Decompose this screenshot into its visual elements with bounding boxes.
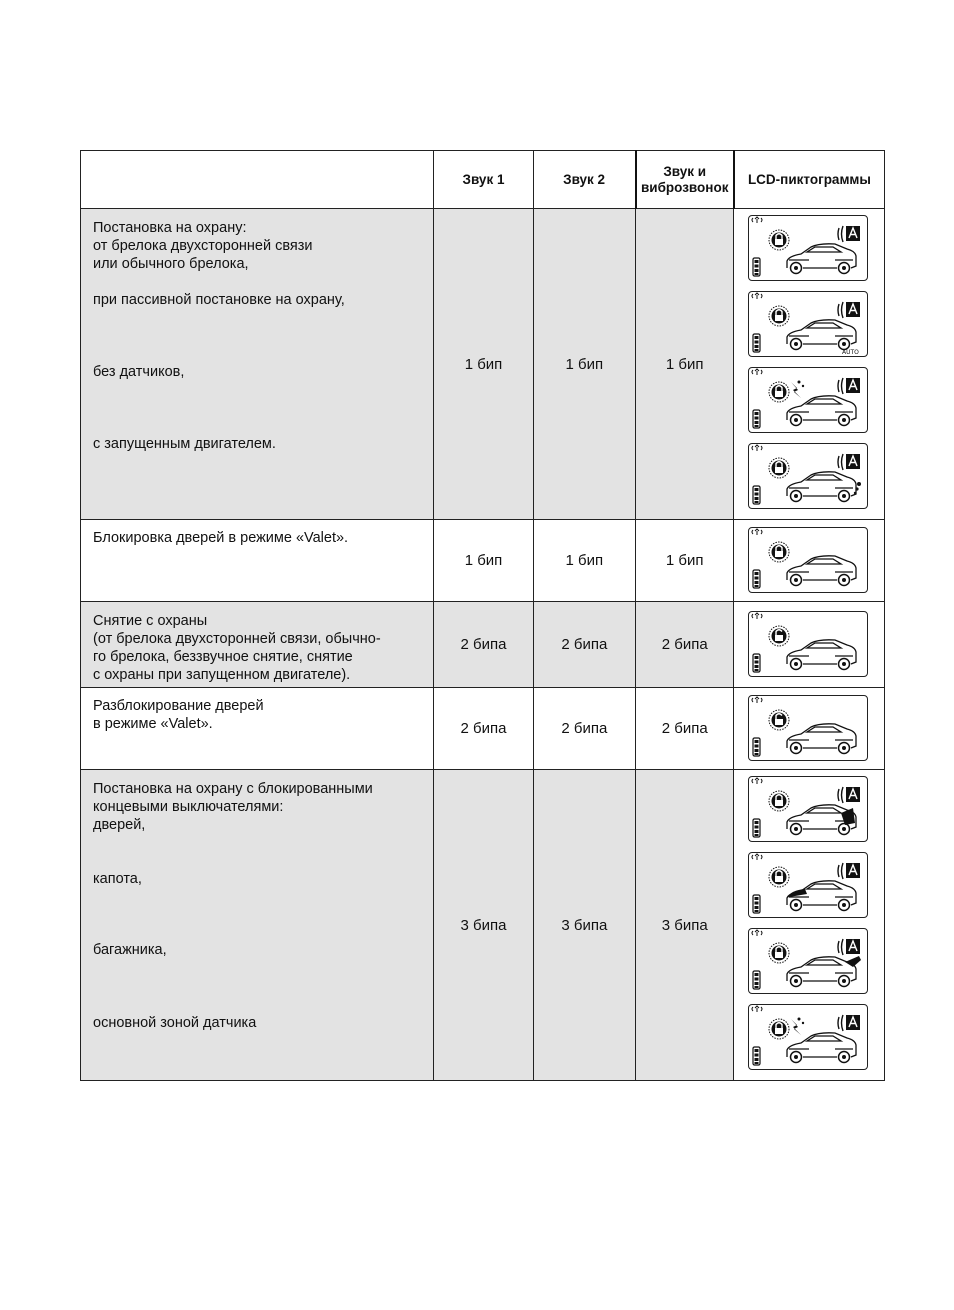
sound-1-value: 1 бип [434, 209, 533, 520]
sound-vibration-value: 3 бипа [636, 770, 734, 1081]
lcd-armed-sensor-zone-icon [748, 1004, 868, 1070]
battery-icon [753, 738, 760, 756]
antenna-icon [752, 369, 762, 375]
lcd-locked-valet-icon [748, 527, 868, 593]
lcd-armed-door-open-icon [748, 776, 868, 842]
lcd-armed-no-sensors-icon [748, 367, 868, 433]
row-text-line: Постановка на охрану: [93, 220, 247, 236]
battery-icon [753, 654, 760, 672]
battery-icon [753, 819, 760, 837]
signals-table [80, 150, 885, 1081]
header-sound-2: Звук 2 [533, 151, 635, 209]
lcd-icons-cell [734, 688, 885, 770]
table-row [81, 520, 885, 602]
shock-sensor-icon [791, 381, 804, 399]
siren-speaker-icon [838, 1015, 860, 1031]
lcd-icons-cell [734, 770, 885, 1081]
antenna-icon [752, 217, 762, 223]
lock-icon [769, 542, 789, 562]
sound-2-value: 1 бип [533, 209, 635, 520]
row-text-line: (от брелока двухсторонней связи, обычно- [93, 631, 381, 647]
sound-2-value: 1 бип [533, 520, 635, 602]
antenna-icon [752, 778, 762, 784]
lock-icon [769, 382, 789, 402]
sound-1-value: 3 бипа [434, 770, 533, 1081]
sound-vibration-value: 1 бип [636, 520, 734, 602]
antenna-icon [752, 529, 762, 535]
lcd-unlocked-valet-icon [748, 695, 868, 761]
sound-1-value: 2 бипа [434, 688, 533, 770]
table-row [81, 602, 885, 688]
sound-2-value: 2 бипа [533, 602, 635, 688]
battery-icon [753, 486, 760, 504]
lcd-armed-engine-running-icon [748, 443, 868, 509]
siren-speaker-icon [838, 302, 860, 318]
lcd-icons-cell [734, 520, 885, 602]
sound-vibration-value: 2 бипа [636, 688, 734, 770]
sound-1-value: 1 бип [434, 520, 533, 602]
battery-icon [753, 895, 760, 913]
unlock-icon [769, 710, 789, 730]
antenna-icon [752, 930, 762, 936]
siren-speaker-icon [838, 939, 860, 955]
shock-sensor-icon [791, 1018, 804, 1036]
row-description [81, 520, 434, 602]
sound-vibration-value: 1 бип [636, 209, 734, 520]
exhaust-icon [854, 482, 861, 494]
table-row [81, 770, 885, 1081]
header-sound-vibration [636, 151, 734, 209]
sound-2-value: 2 бипа [533, 688, 635, 770]
lock-icon [769, 1019, 789, 1039]
row-text-line: концевыми выключателями: [93, 799, 284, 815]
lock-icon [769, 867, 789, 887]
row-text-line: Постановка на охрану с блокированными [93, 781, 373, 797]
header-sound-1: Звук 1 [434, 151, 533, 209]
table-row [81, 688, 885, 770]
siren-speaker-icon [838, 226, 860, 242]
header-lcd-icons: LCD-пиктограммы [734, 151, 885, 209]
lcd-icons-cell [734, 209, 885, 520]
row-text-line: Блокировка дверей в режиме «Valet». [93, 530, 349, 546]
row-text-line: го брелока, беззвучное снятие, снятие [93, 649, 353, 665]
lock-icon [769, 943, 789, 963]
lcd-disarmed-icon [748, 611, 868, 677]
battery-icon [753, 570, 760, 588]
row-text-line: без датчиков, [93, 364, 185, 380]
lock-icon [769, 230, 789, 250]
siren-speaker-icon [838, 863, 860, 879]
header-sound-vibration-line2: виброзвонок [640, 179, 729, 195]
header-description [81, 151, 434, 209]
row-text-line: багажника, [93, 942, 167, 958]
siren-speaker-icon [838, 454, 860, 470]
antenna-icon [752, 293, 762, 299]
row-text-line: с запущенным двигателем. [93, 436, 276, 452]
row-text-line: от брелока двухсторонней связи [93, 238, 313, 254]
lcd-armed-trunk-open-icon [748, 928, 868, 994]
lcd-armed-icon [748, 215, 868, 281]
lock-icon [769, 458, 789, 478]
battery-icon [753, 410, 760, 428]
row-text-line: с охраны при запущенном двигателе). [93, 667, 351, 683]
battery-icon [753, 258, 760, 276]
row-description [81, 688, 434, 770]
table-header-row [81, 151, 885, 209]
row-description [81, 209, 434, 520]
siren-speaker-icon [838, 378, 860, 394]
siren-speaker-icon [838, 787, 860, 803]
antenna-icon [752, 697, 762, 703]
row-text-line: или обычного брелока, [93, 256, 249, 272]
row-text-line: при пассивной постановке на охрану, [93, 292, 345, 308]
row-description [81, 770, 434, 1081]
lcd-armed-auto-icon [748, 291, 868, 357]
row-description [81, 602, 434, 688]
row-text-line: Разблокирование дверей [93, 698, 264, 714]
row-text-line: основной зоной датчика [93, 1015, 257, 1031]
battery-icon [753, 971, 760, 989]
table-row [81, 209, 885, 520]
row-text-line: капота, [93, 871, 142, 887]
antenna-icon [752, 613, 762, 619]
sound-2-value: 3 бипа [533, 770, 635, 1081]
row-text-line: в режиме «Valet». [93, 716, 213, 732]
sound-vibration-value: 2 бипа [636, 602, 734, 688]
lcd-icons-cell [734, 602, 885, 688]
unlock-icon [769, 626, 789, 646]
lock-icon [769, 306, 789, 326]
auto-label: AUTO [842, 349, 860, 355]
header-sound-vibration-line1: Звук и [663, 163, 707, 179]
antenna-icon [752, 854, 762, 860]
lock-icon [769, 791, 789, 811]
antenna-icon [752, 1006, 762, 1012]
battery-icon [753, 334, 760, 352]
sound-1-value: 2 бипа [434, 602, 533, 688]
lcd-armed-hood-open-icon [748, 852, 868, 918]
antenna-icon [752, 445, 762, 451]
row-text-line: Снятие с охраны [93, 613, 208, 629]
battery-icon [753, 1047, 760, 1065]
row-text-line: дверей, [93, 817, 146, 833]
